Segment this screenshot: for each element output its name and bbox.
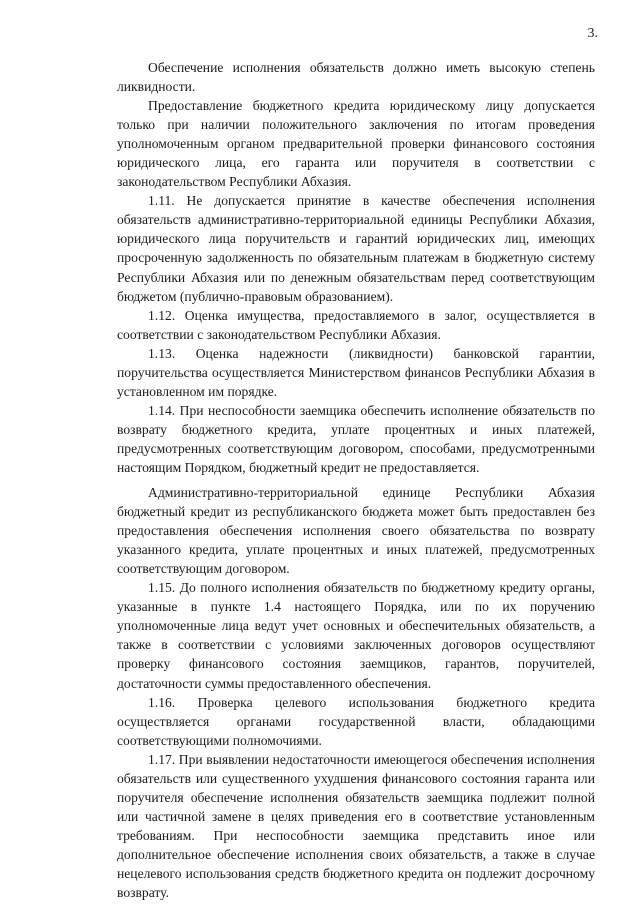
paragraph-legal-entity-credit: Предоставление бюджетного кредита юридическому лицу допускается только при наличии положительного заключения по итогам проведения уполномоченным органом предварительной проверки финансового состояния юридического лица, его гаранта или поручителя в соответствии с законодательством Республики Абхазия. (117, 98, 595, 190)
paragraph-1-17: 1.17. При выявлении недостаточности имеющегося обеспечения исполнения обязательств или существенного ухудшения финансового состояния гаранта или поручителя обеспечение исполнения обязательств заемщика подлежит полной или частичной замене в целях приведения его в соответствие установленным требованиям. При неспособности заемщика представить иное или дополнительное обеспечение исполнения своих обязательств, а также в случае нецелевого использования средств бюджетного кредита он подлежит досрочному возврату. (117, 751, 595, 901)
document-body (117, 58, 595, 902)
page-number: 3. (587, 26, 598, 41)
paragraph-1-12: 1.12. Оценка имущества, предоставляемого в залог, осуществляется в соответствии с законодательством Республики Абхазия. (117, 307, 595, 342)
paragraph-1-11: 1.11. Не допускается принятие в качестве обеспечения исполнения обязательств административно-территориальной единицы Республики Абхазия, юридического лица поручительств и гарантий юридических лиц, имеющих просроченную задолженность по обязательным платежам в бюджетную систему Республики Абхазия или по денежным обязательствам перед соответствующим бюджетом (публично-правовым образованием). (117, 193, 595, 304)
paragraph-1-16: 1.16. Проверка целевого использования бюджетного кредита осуществляется органами государственной власти, обладающими соответствующими полномочиями. (117, 694, 595, 748)
paragraph-1-14: 1.14. При неспособности заемщика обеспечить исполнение обязательств по возврату бюджетного кредита, уплате процентных и иных платежей, предусмотренных соответствующим договором, способами, предусмотренными настоящим Порядком, бюджетный кредит не предоставляется. (117, 402, 595, 475)
paragraph-1-13: 1.13. Оценка надежности (ликвидности) банковской гарантии, поручительства осуществляется Министерством финансов Республики Абхазия в установленном им порядке. (117, 345, 595, 399)
paragraph-1-15: 1.15. До полного исполнения обязательств по бюджетному кредиту органы, указанные в пункте 1.4 настоящего Порядка, или по их поручению уполномоченные лица ведут учет основных и обеспечительных обязательств, а также в соответствии с условиями заключенных договоров осуществляют проверку финансового состояния заемщиков, гарантов, поручителей, достаточности суммы предоставленного обеспечения. (117, 580, 595, 691)
paragraph-liquidity: Обеспечение исполнения обязательств должно иметь высокую степень ликвидности. (117, 60, 595, 95)
paragraph-territorial-unit: Административно-территориальной единице Республики Абхазия бюджетный кредит из республиканского бюджета может быть предоставлен без предоставления обеспечения исполнения своего обязательства по возврату указанного кредита, уплате процентных и иных платежей, предусмотренных соответствующим договором. (117, 485, 595, 577)
